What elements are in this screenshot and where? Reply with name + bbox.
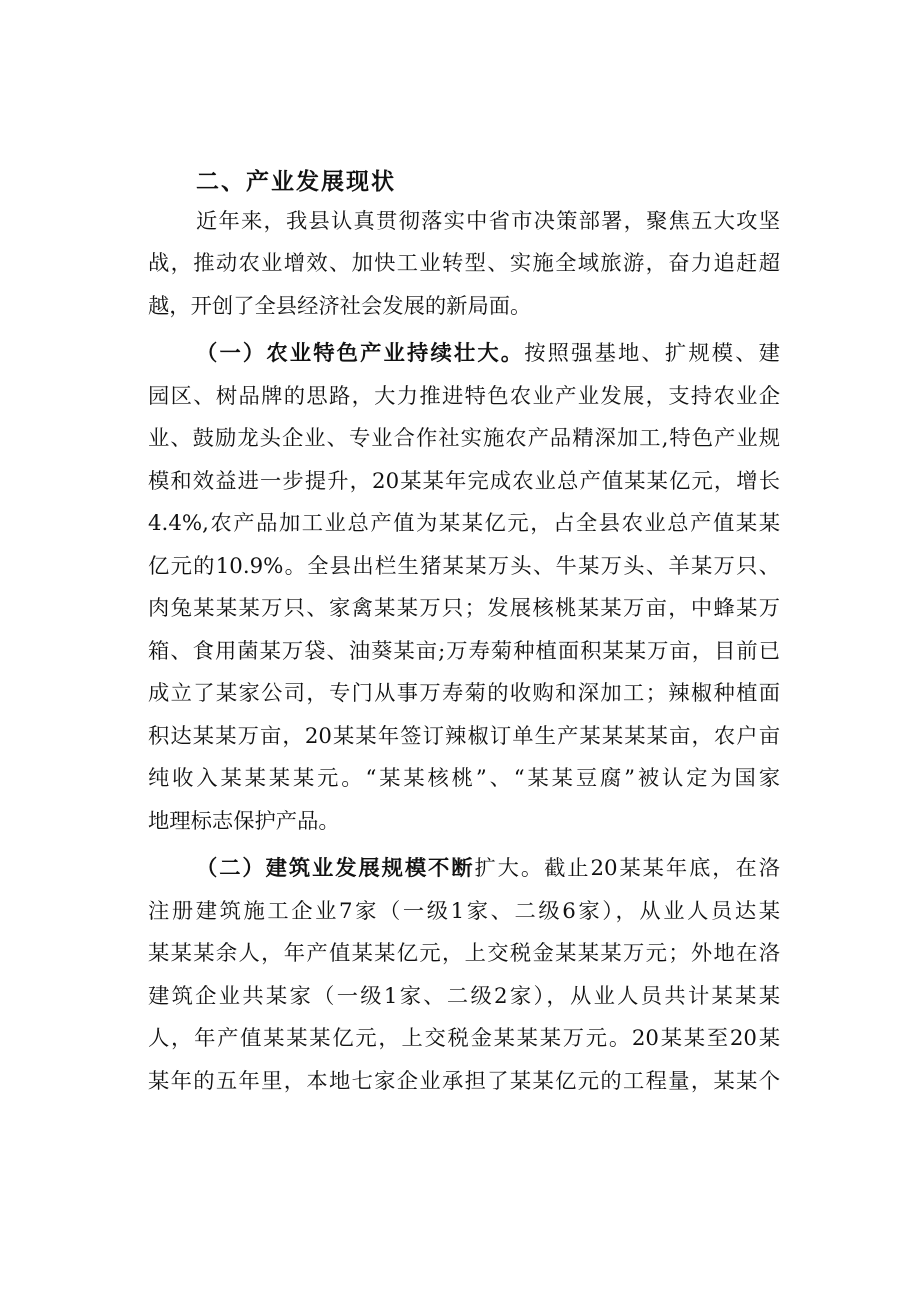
paragraph-1-heading: （一）农业特色产业持续壮大。	[196, 341, 525, 366]
paragraph-1-line-6: 亿元的10.9%。全县出栏生猪某某万头、牛某万头、羊某万只、	[148, 554, 780, 579]
paragraph-1-line-10: 积达某某万亩，20某某年签订辣椒订单生产某某某某亩，农户亩	[148, 724, 780, 749]
paragraph-1-line-2: 园区、树品牌的思路，大力推进特色农业产业发展，支持农业企	[148, 384, 780, 409]
paragraph-2-line-3: 某某某余人，年产值某某亿元，上交税金某某某万元；外地在洛	[148, 941, 780, 966]
paragraph-1-line-4: 模和效益进一步提升，20某某年完成农业总产值某某亿元，增长	[148, 469, 780, 494]
paragraph-2-line-2: 注册建筑施工企业7家（一级1家、二级6家），从业人员达某	[148, 899, 780, 924]
intro-line-3: 越，开创了全县经济社会发展的新局面。	[148, 294, 532, 319]
paragraph-2-line-5: 人，年产值某某某亿元，上交税金某某某万元。20某某至20某	[148, 1026, 780, 1051]
paragraph-2-line-6: 某年的五年里，本地七家企业承担了某某亿元的工程量，某某个	[148, 1069, 780, 1094]
paragraph-1-line-8: 箱、食用菌某万袋、油葵某亩;万寿菊种植面积某某万亩，目前已	[148, 639, 780, 664]
paragraph-1-line-5: 4.4%,农产品加工业总产值为某某亿元，占全县农业总产值某某	[148, 511, 780, 536]
paragraph-2-line-4: 建筑企业共某家（一级1家、二级2家），从业人员共计某某某	[148, 984, 780, 1009]
paragraph-1-line-11: 纯收入某某某某元。“某某核桃”、“某某豆腐”被认定为国家	[148, 766, 780, 791]
paragraph-2-heading: （二）建筑业发展规模不断	[196, 856, 475, 881]
paragraph-2-line-1	[196, 851, 780, 887]
paragraph-1-first-line-rest: 按照强基地、扩规模、建	[524, 341, 780, 366]
paragraph-1-line-9: 成立了某家公司，专门从事万寿菊的收购和深加工；辣椒种植面	[148, 681, 780, 706]
section-heading: 二、产业发展现状	[196, 168, 396, 195]
intro-line-1: 近年来，我县认真贯彻落实中省市决策部署，聚焦五大攻坚	[196, 209, 780, 234]
paragraph-1-line-3: 业、鼓励龙头企业、专业合作社实施农产品精深加工,特色产业规	[148, 426, 780, 451]
paragraph-1-line-7: 肉兔某某某万只、家禽某某万只；发展核桃某某万亩，中蜂某万	[148, 596, 780, 621]
intro-line-2: 战，推动农业增效、加快工业转型、实施全域旅游，奋力追赶超	[148, 251, 780, 276]
paragraph-2-first-line-rest: 扩大。截止20某某年底，在洛	[474, 856, 780, 881]
paragraph-1-line-12: 地理标志保护产品。	[148, 809, 340, 834]
paragraph-1-line-1	[196, 336, 780, 372]
